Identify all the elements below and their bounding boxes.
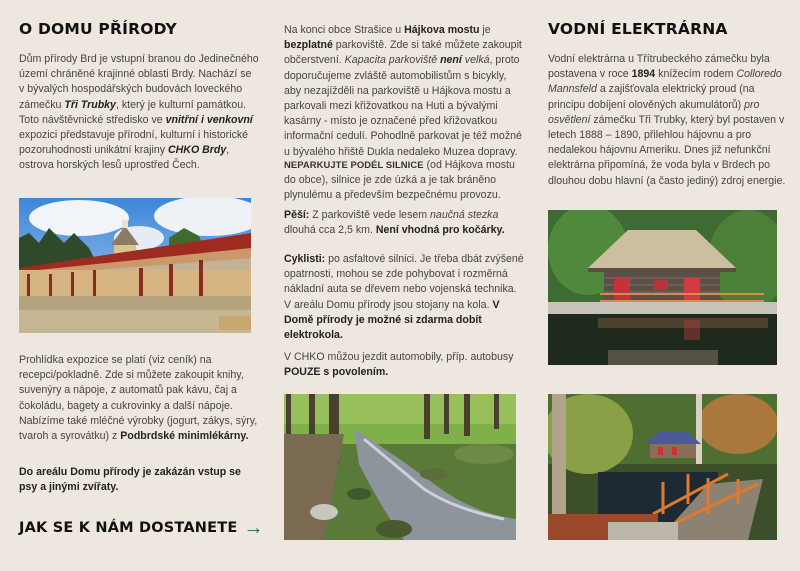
text-run: CHKO Brdy [168, 144, 227, 157]
text-run: , který je kulturní památkou. Toto návštěvnické středisko ve [19, 98, 247, 126]
text-run: Na konci obce Strašice u [284, 24, 405, 36]
text-run: NEPARKUJTE PODÉL SILNICE [284, 159, 424, 170]
text-run: velká [461, 54, 490, 67]
text-run: není [440, 54, 462, 67]
text-run: bezplatné [284, 39, 333, 52]
text-run: Hájkova mostu [404, 24, 480, 36]
text-run: Z parkoviště vede lesem [309, 209, 431, 221]
text-run: dlouhá cca 2,5 km. [284, 224, 376, 237]
about-intro-text [19, 52, 259, 174]
text-run: (od Hájkova mostu do obce), silnice je zde úzká a je tak bráněno plynulému a především bezpečnému provozu. [284, 159, 515, 202]
text-run: knížecím rodem [655, 68, 737, 81]
text-run: Pěší: [284, 209, 310, 221]
text-run: , proto doporučujeme zvláště automobilistům s bicykly, aby nezajížděli na parkoviště u Hájkova mostu a parkovali mezi křižovatkou na Huti a bývalými kasárny - místo je označené před křižovatkou informační cedulí. Pohodlně parkovat je též možné u bývalého hřiště Dukla nedaleko Muzea dopravy. [284, 54, 522, 158]
text-run: Podbrdské minimlékárny. [120, 430, 249, 443]
walkers-text [284, 208, 524, 238]
text-run: po asfaltové silnici. Je třeba dbát zvýšené opatrnosti, mohou se zde pohybovat i rozměrná nákladní auta se dřevem nebo vojenská technika. V areálu Domu přírody jsou stojany na kola. [284, 253, 524, 311]
forest-stream-photo [284, 394, 516, 540]
hydro-text [548, 52, 788, 189]
section-heading-hydro: VODNÍ ELEKTRÁRNA [548, 20, 728, 38]
text-run: Vodní elektrárna u Třítrubeckého zámečku byla postavena v roce [548, 53, 770, 81]
section-heading-about: O DOMU PŘÍRODY [19, 20, 177, 38]
text-run: Dům přírody Brd je vstupní branou do Jedinečného území chráněné krajinné oblasti Brdy. Nachází se v bývalých hospodářských budovách loveckého zámečku [19, 53, 259, 111]
about-info-text [19, 353, 259, 444]
text-run: , ostrova horských lesů uprostřed Čech. [19, 144, 230, 172]
text-run: POUZE s povolením. [284, 366, 389, 379]
text-run: Colloredo Mannsfeld [548, 68, 782, 96]
how-to-get-here-label: JAK SE K NÁM DOSTANETE [19, 520, 238, 536]
arrow-right-icon: → [243, 517, 264, 539]
text-run: Prohlídka expozice se platí (viz ceník) na recepci/pokladně. Zde si můžete zakoupit knihy, suvenýry a nápoje, z automatů pak kávu, čaj a čokoládu, bagety a cukrovinky a další nápoje. Nabízíme také mléčné výrobky (jogurt, zákys, sýry, tvaroh a syrovátku) z [19, 354, 258, 443]
hydro-plant-photo [548, 210, 777, 365]
text-run: Kapacita parkoviště [344, 54, 441, 67]
text-run: a zajišťovala elektrický proud (na principu dobíjení olověných akumulátorů) [548, 83, 755, 111]
text-run: V CHKO můžou jezdit automobily, příp. autobusy [284, 351, 514, 363]
text-run: Tři Trubky [64, 98, 116, 111]
text-run: V Domě přírody je možné si zdarma dobít elektrokola. [284, 298, 500, 342]
text-run: expozici představuje přírodní, kulturní i historické pozoruhodnosti unikátní krajiny [19, 129, 249, 157]
pets-notice: Do areálu Domu přírody je zakázán vstup se psy a jinými zvířaty. [19, 466, 241, 494]
cyclists-text [284, 252, 524, 343]
bridge-pond-photo [548, 394, 777, 540]
how-to-get-here-link[interactable] [19, 518, 263, 538]
text-run: je [479, 24, 491, 36]
text-run: 1894 [631, 68, 656, 81]
text-run: zámečku Tři Trubky, který byl postaven v letech 1888 – 1890, přilehlou hájovnu a pro nedalekou hájovnu Ameriku. Dnes již nefunkční elektrárna připomíná, že voda byla v Brdech po dlouhou dobu hlavní (a často jediný) zdroj energie. [548, 113, 786, 187]
dum-prirody-photo [19, 198, 251, 333]
text-run: vnitřní i venkovní [165, 113, 253, 126]
text-run: Cyklisti: [284, 253, 326, 265]
text-run: parkoviště. Zde si také můžete zakoupit občerstvení. [284, 39, 522, 67]
text-run: pro osvětlení [548, 98, 760, 126]
parking-warning-text [284, 157, 524, 204]
cars-text [284, 350, 524, 380]
text-run: Není vhodná pro kočárky. [375, 224, 505, 237]
parking-text [284, 23, 524, 160]
text-run: naučná stezka [430, 209, 499, 221]
